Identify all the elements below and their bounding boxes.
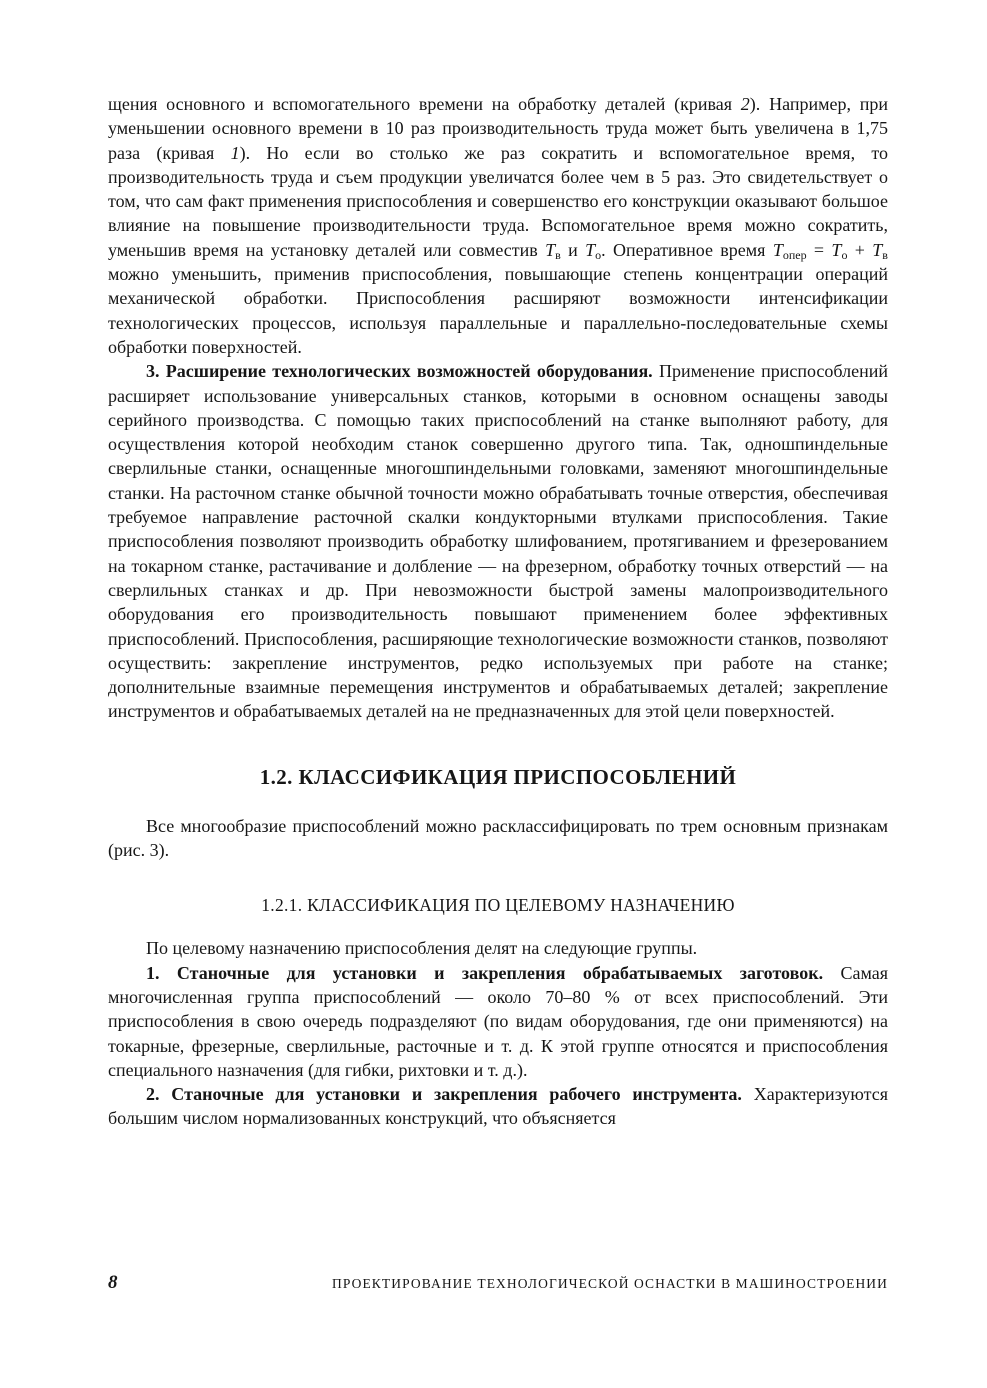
section-heading: 1.2. КЛАССИФИКАЦИЯ ПРИСПОСОБЛЕНИЙ: [259, 764, 737, 789]
running-title: ПРОЕКТИРОВАНИЕ ТЕХНОЛОГИЧЕСКОЙ ОСНАСТКИ В МАШИНОСТРОЕНИИ: [331, 1276, 888, 1291]
paragraph: По целевому назначению приспособления делят на следующие группы.: [146, 938, 698, 959]
paragraph: 1. Станочные для установки и закрепления обрабатываемых заготовок. Самая многочисленная группа приспособлений — около 70–80 % от всех приспособлений. Эти приспособления в свою очередь подразделяют (по видам оборудования, где они применяются) на токарные, фрезерные, сверлильные, расточные и т. д. К этой группе относятся и приспособления специального назначения (для гибки, рихтовки и т. д.).: [108, 962, 888, 1080]
page-footer: [108, 1272, 888, 1294]
page-number: 8: [108, 1272, 118, 1293]
paragraph: щения основного и вспомогательного времени на обработку деталей (кривая 2). Например, при уменьшении основного времени в 10 раз производительность труда может быть увеличена в 1,75 раза (кривая 1). Но если во столько же раз сократить и вспомогательное время, то производительность труда и съем продукции увеличатся более чем в 5 раз. Это свидетельствует о том, что сам факт применения приспособления и совершенство его конструкции оказывают большое влияние на повышение производительности труда. Вспомогательное время можно сократить, уменьшив время на установку деталей или совместив $Т_в$ и $Т_о$. Оперативное время $Т_{опер} = Т_о + Т_в$ можно уменьшить, применив приспособления, повышающие степень концентрации операций механической обработки. Приспособления расширяют возможности интенсификации технологических процессов, используя параллельные и параллельно-последовательные схемы обработки поверхностей.: [108, 94, 889, 357]
page-content: [108, 92, 888, 1131]
paragraph: 2. Станочные для установки и закрепления рабочего инструмента. Характеризуются большим числом нормализованных конструкций, что объясняется: [108, 1084, 888, 1129]
paragraph: 3. Расширение технологических возможностей оборудования. Применение приспособлений расширяет использование универсальных станков, которыми в основном оснащены заводы серийного производства. С помощью таких приспособлений на станке выполняют работу, для осуществления которой необходим станок совершенно другого типа. Так, одношпиндельные сверлильные станки, оснащенные многошпиндельными головками, заменяют многошпиндельные станки. На расточном станке обычной точности можно обрабатывать точные отверстия, обеспечивая требуемое направление расточной скалки кондукторными втулками приспособления. Такие приспособления позволяют производить обработку шлифованием, протягиванием и фрезерованием на токарном станке, растачивание и долбление — на фрезерном, обработку точных отверстий — на сверлильных станках и др. При невозможности быстрой замены малопроизводительного оборудования его производительность повышают применением более эффективных приспособлений. Приспособления, расширяющие технологические возможности станков, позволяют осуществить: закрепление инструментов, редко используемых при работе на станке; дополнительные взаимные перемещения инструментов и обрабатываемых деталей; закрепление инструментов и обрабатываемых деталей на не предназначенных для этой цели поверхностей.: [108, 361, 888, 722]
subsection-heading: 1.2.1. КЛАССИФИКАЦИЯ ПО ЦЕЛЕВОМУ НАЗНАЧЕНИЮ: [261, 895, 735, 916]
paragraph: Все многообразие приспособлений можно расклассифицировать по трем основным признакам (рис. 3).: [108, 815, 888, 861]
